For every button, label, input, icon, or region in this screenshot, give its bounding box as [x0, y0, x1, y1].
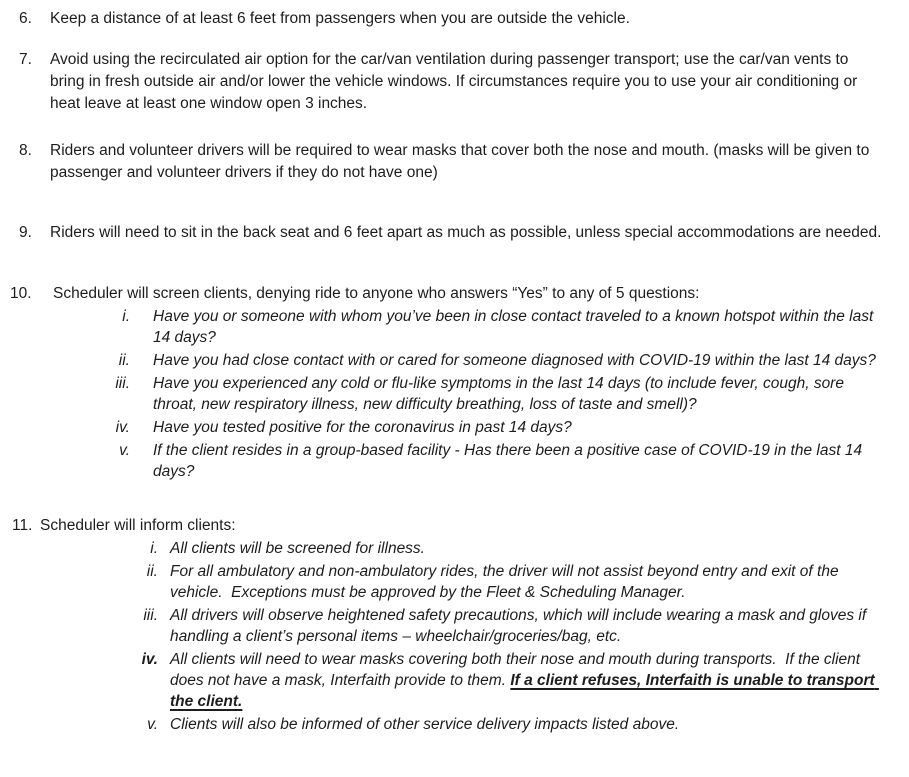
- list-item-10-iv: [0, 417, 909, 438]
- list-item-11-i: [0, 538, 909, 559]
- item-text: Keep a distance of at least 6 feet from passengers when you are outside the vehicle.: [50, 10, 630, 27]
- screening-questions-list: [0, 306, 909, 482]
- list-item-10-ii: [0, 350, 909, 371]
- subitem-marker: iii.: [143, 607, 158, 624]
- list-item-11-iv: [0, 649, 909, 712]
- item-text: Avoid using the recirculated air option for the car/van ventilation during passenger transport; use the car/van vents to bring in fresh outside air and/or lower the vehicle windows. If circumstances require you to use your air conditioning or heat leave at least one window open 3 inches.: [50, 51, 862, 112]
- list-item-11-v: [0, 714, 909, 735]
- item-number: 9.: [19, 224, 32, 241]
- item-number: 6.: [19, 10, 32, 27]
- list-item-10-iii: [0, 373, 909, 415]
- subitem-text: All clients will be screened for illness.: [170, 540, 425, 557]
- list-item-11-iii: [0, 605, 909, 647]
- subitem-text: Have you or someone with whom you’ve been in close contact traveled to a known hotspot within the last 14 days?: [153, 308, 878, 346]
- subitem-marker: v.: [147, 716, 158, 733]
- subitem-text: [170, 649, 886, 712]
- subitem-text: Have you experienced any cold or flu-like symptoms in the last 14 days (to include fever, cough, sore throat, new respiratory illness, new difficulty breathing, loss of taste and smell)?: [153, 375, 849, 413]
- subitem-marker: iv.: [141, 651, 158, 668]
- subitem-text: For all ambulatory and non-ambulatory rides, the driver will not assist beyond entry and exit of the vehicle. Exceptions must be approved by the Fleet & Scheduling Manager.: [170, 563, 843, 601]
- subitem-marker: iv.: [115, 419, 130, 436]
- list-item-7: [0, 49, 909, 115]
- subitem-text: If the client resides in a group-based facility - Has there been a positive case of COVID-19 in the last 14 days?: [153, 442, 867, 480]
- subitem-marker: i.: [150, 540, 158, 557]
- subitem-marker: v.: [119, 442, 130, 459]
- list-item-10: [0, 283, 909, 305]
- list-item-10-v: [0, 440, 909, 482]
- list-item-9: [0, 222, 909, 244]
- subitem-marker: ii.: [146, 563, 158, 580]
- list-item-8: [0, 140, 909, 184]
- item-number: 7.: [19, 51, 32, 68]
- list-item-6: [0, 8, 909, 30]
- subitem-text: Have you had close contact with or cared for someone diagnosed with COVID-19 within the last 14 days?: [153, 352, 876, 369]
- item-text: Riders will need to sit in the back seat and 6 feet apart as much as possible, unless special accommodations are needed.: [50, 224, 882, 241]
- item-text: Scheduler will screen clients, denying ride to anyone who answers “Yes” to any of 5 questions:: [53, 285, 700, 302]
- subitem-text-normal: All clients will need to wear masks covering both their nose and mouth during transports. If the client does not have a mask, Interfaith provide to them.: [170, 651, 865, 689]
- item-number: 10.: [10, 285, 32, 302]
- subitem-marker: ii.: [118, 352, 130, 369]
- subitem-text: Clients will also be informed of other service delivery impacts listed above.: [170, 716, 680, 733]
- list-item-10-i: [0, 306, 909, 348]
- item-number: 11.: [12, 517, 33, 534]
- list-item-11-ii: [0, 561, 909, 603]
- subitem-text: Have you tested positive for the coronavirus in past 14 days?: [153, 419, 572, 436]
- subitem-marker: iii.: [115, 375, 130, 392]
- client-info-list: [0, 538, 909, 735]
- list-item-11: [0, 515, 909, 537]
- item-number: 8.: [19, 142, 32, 159]
- emphasized-text: If a client refuses, Interfaith is unable to transport the client.: [170, 672, 879, 710]
- subitem-marker: i.: [122, 308, 130, 325]
- subitem-text: All drivers will observe heightened safety precautions, which will include wearing a mask and gloves if handling a client’s personal items – wheelchair/groceries/bag, etc.: [170, 607, 871, 645]
- item-text: Scheduler will inform clients:: [40, 517, 236, 534]
- item-text: Riders and volunteer drivers will be required to wear masks that cover both the nose and mouth. (masks will be given to passenger and volunteer drivers if they do not have one): [50, 142, 874, 181]
